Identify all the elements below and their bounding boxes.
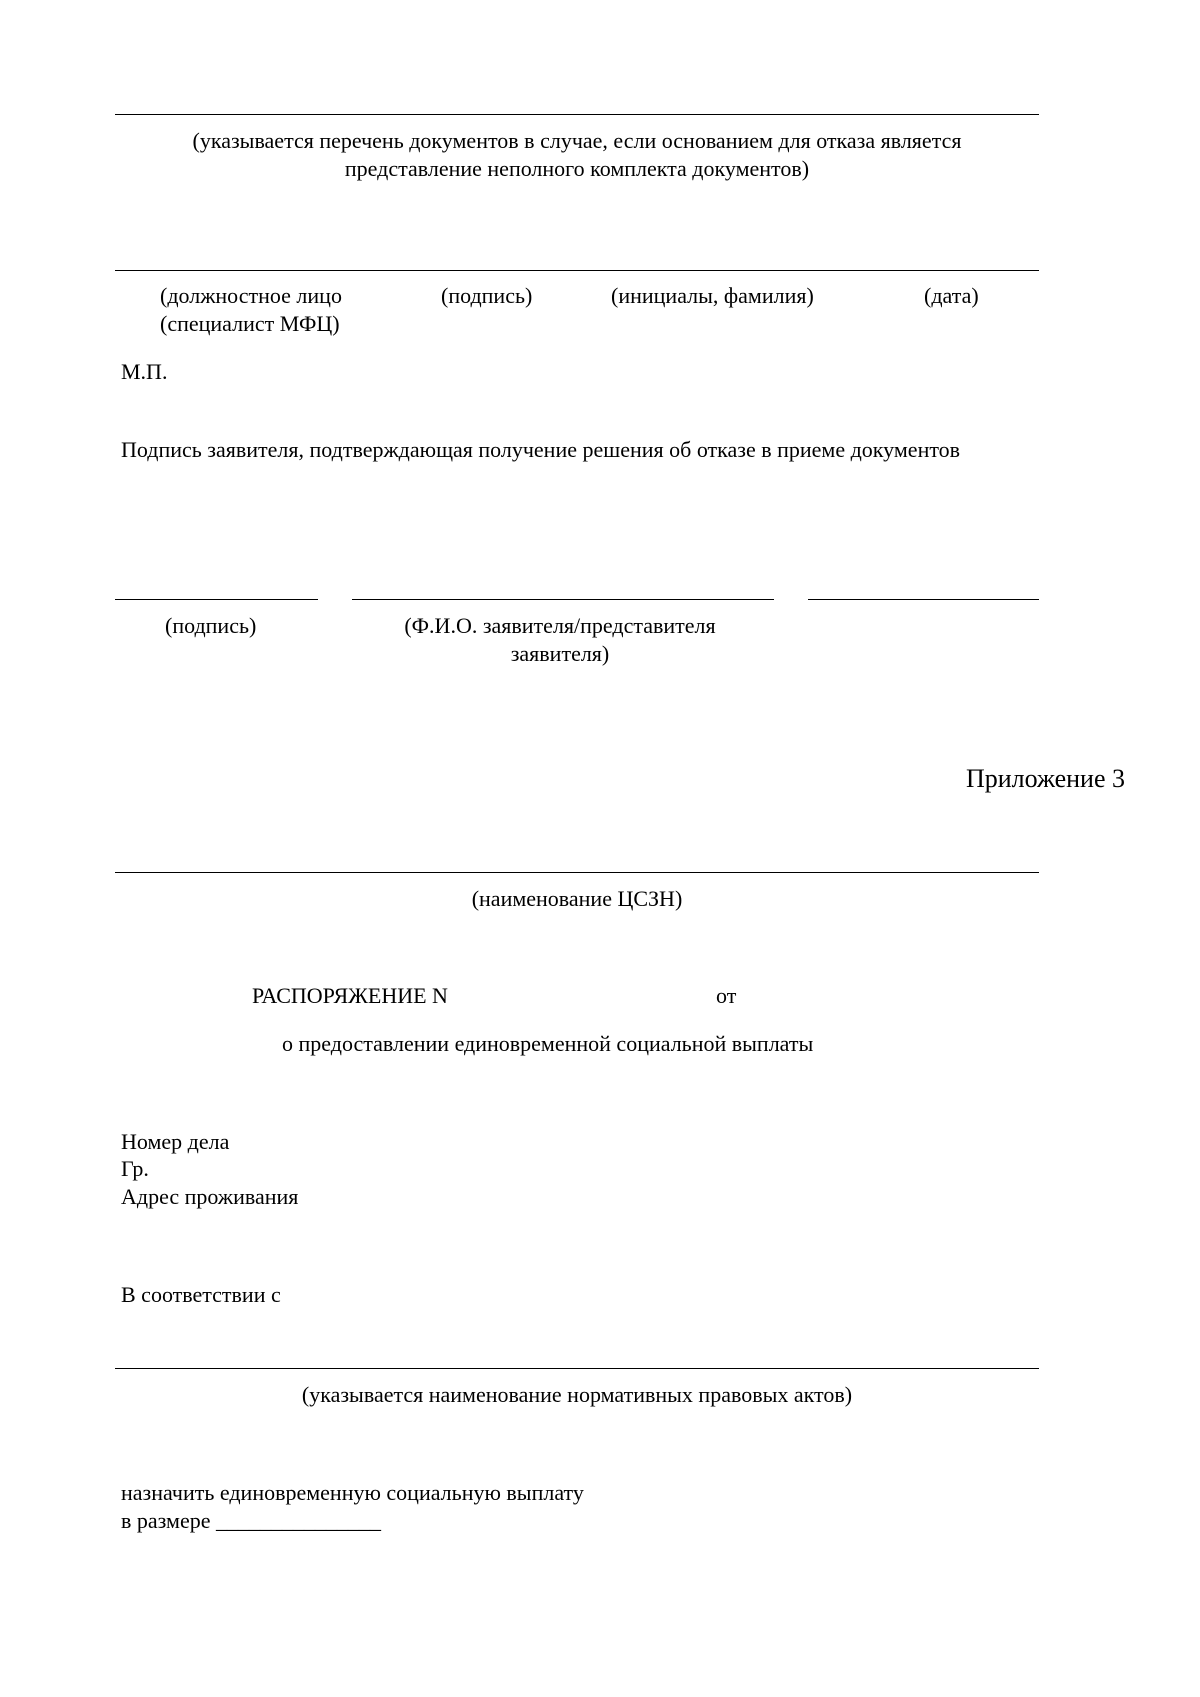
acts-line [115, 1368, 1039, 1369]
doc-list-caption: (указывается перечень документов в случае, если основанием для отказа является представление неполного комплекта документов) [192, 128, 962, 181]
seal-label: М.П. [121, 359, 168, 384]
org-caption: (наименование ЦСЗН) [471, 886, 683, 911]
applicant-signature-label: (подпись) [165, 613, 257, 638]
date-label: (дата) [924, 283, 979, 308]
applicant-date-line [808, 599, 1039, 600]
assign-line: назначить единовременную социальную выплату [121, 1480, 584, 1505]
applicant-name-line [352, 599, 774, 600]
citizen-label: Гр. [121, 1156, 149, 1181]
applicant-statement: Подпись заявителя, подтверждающая получение решения об отказе в приеме документов [121, 437, 961, 462]
official-signature-line [115, 270, 1039, 271]
acts-caption: (указывается наименование нормативных правовых актов) [301, 1382, 853, 1407]
in-accordance-label: В соответствии с [121, 1282, 281, 1307]
applicant-name-label: (Ф.И.О. заявителя/представителя заявителя) [404, 613, 716, 666]
org-name-line [115, 872, 1039, 873]
order-title: РАСПОРЯЖЕНИЕ N [252, 983, 448, 1008]
address-label: Адрес проживания [121, 1184, 299, 1209]
appendix-heading: Приложение 3 [965, 764, 1125, 793]
doc-list-line [115, 114, 1039, 115]
order-from: от [716, 983, 737, 1008]
signature-label: (подпись) [441, 283, 533, 308]
official-label: (должностное лицо (специалист МФЦ) [160, 283, 342, 336]
order-subject: о предоставлении единовременной социальной выплаты [282, 1031, 814, 1056]
amount-line: в размере _______________ [121, 1508, 381, 1533]
applicant-signature-line [115, 599, 318, 600]
case-number-label: Номер дела [121, 1129, 230, 1154]
initials-label: (инициалы, фамилия) [611, 283, 814, 308]
